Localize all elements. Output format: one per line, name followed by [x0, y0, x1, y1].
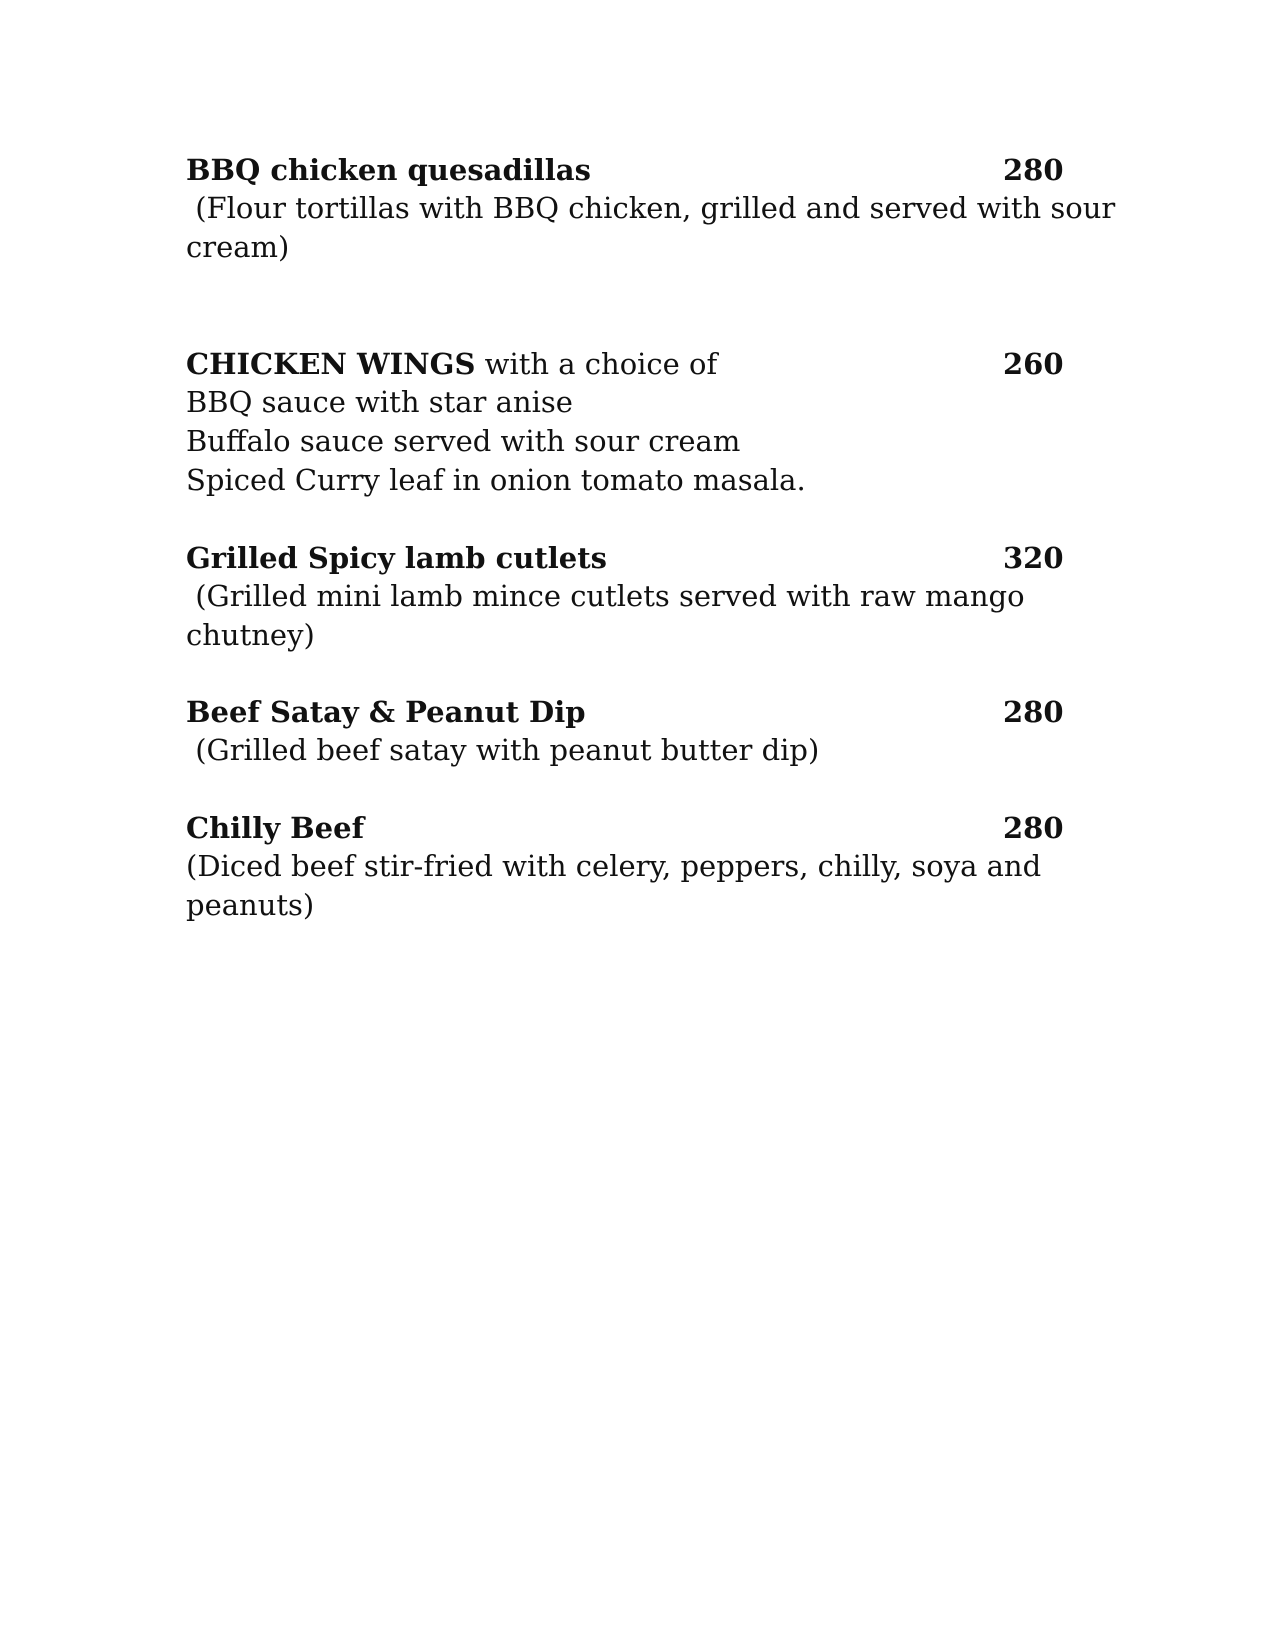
item-name-suffix: with a choice of: [475, 347, 718, 381]
item-title-row: [186, 693, 1086, 731]
item-title-row: [186, 539, 1086, 577]
item-description-line: (Grilled mini lamb mince cutlets served with raw mango: [186, 579, 1025, 613]
item-name: Beef Satay & Peanut Dip: [186, 695, 586, 729]
item-title-row: [186, 345, 1086, 383]
item-price: 280: [1003, 695, 1064, 729]
item-price: 320: [1003, 541, 1064, 575]
menu-item-grilled-spicy-lamb-cutlets: [186, 539, 1086, 655]
menu-item-chilly-beef: [186, 809, 1086, 925]
item-description-line: chutney): [186, 618, 315, 652]
item-price: 280: [1003, 153, 1064, 187]
item-title-row: [186, 809, 1086, 847]
menu-item-chicken-wings: [186, 345, 1086, 500]
item-description-line: (Diced beef stir-fried with celery, peppers, chilly, soya and: [186, 849, 1042, 883]
item-description-line: peanuts): [186, 888, 315, 922]
item-description-line: (Flour tortillas with BBQ chicken, grilled and served with sour: [186, 191, 1116, 225]
item-description-line: cream): [186, 230, 290, 264]
item-title-row: [186, 151, 1086, 189]
item-price: 260: [1003, 347, 1064, 381]
menu-item-bbq-chicken-quesadillas: [186, 151, 1116, 267]
item-name: Chilly Beef: [186, 811, 365, 845]
item-name: BBQ chicken quesadillas: [186, 153, 591, 187]
item-description-line: Spiced Curry leaf in onion tomato masala.: [186, 463, 806, 497]
item-price: 280: [1003, 811, 1064, 845]
item-name: CHICKEN WINGS: [186, 347, 476, 381]
item-name: Grilled Spicy lamb cutlets: [186, 541, 607, 575]
item-description-line: Buffalo sauce served with sour cream: [186, 424, 741, 458]
item-description-line: (Grilled beef satay with peanut butter dip): [186, 733, 820, 767]
menu-item-beef-satay-peanut-dip: [186, 693, 1086, 770]
item-description-line: BBQ sauce with star anise: [186, 385, 573, 419]
